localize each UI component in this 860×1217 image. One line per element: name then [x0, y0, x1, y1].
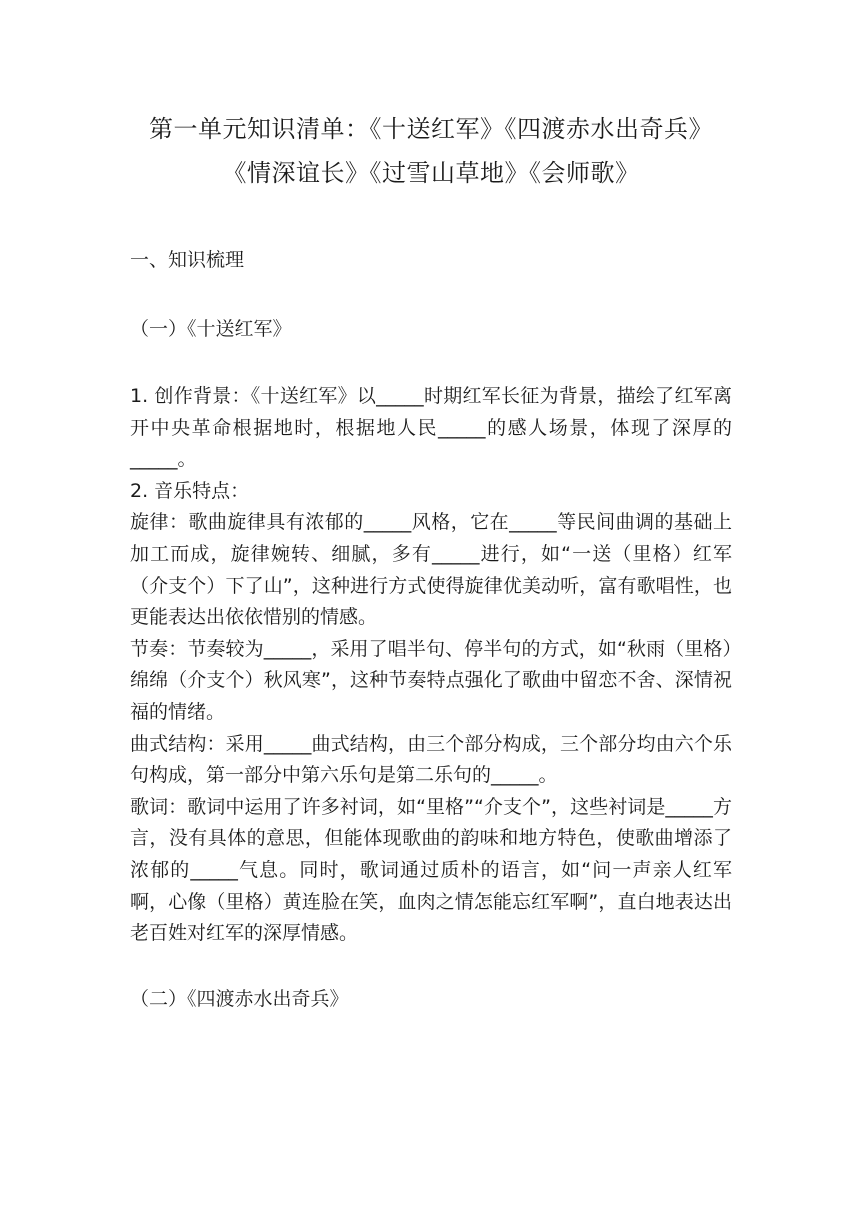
- document-title: [130, 0, 732, 195]
- section-heading-knowledge: 一、知识梳理: [130, 249, 245, 271]
- paragraph-lyrics: 歌词：歌词中运用了许多衬词，如“里格”“介支个”，这些衬词是_____方言，没有具体的意思，但能体现歌曲的韵味和地方特色，使歌曲增添了浓郁的_____气息。同时，歌词通过质朴的语言，如“问一声亲人红军啊，心像（里格）黄连脸在笑，血肉之情怎能忘红军啊”，直白地表达出老百姓对红军的深厚情感。: [130, 795, 732, 945]
- paragraph-melody: 旋律：歌曲旋律具有浓郁的_____风格，它在_____等民间曲调的基础上加工而成，旋律婉转、细腻，多有_____进行，如“一送（里格）红军（介支个）下了山”，这种进行方式使得旋律优美动听，富有歌唱性，也更能表达出依依惜别的情感。: [130, 511, 732, 629]
- subsection-heading-shi-song-hong-jun: （一）《十送红军》: [130, 318, 292, 340]
- paragraph-music-features: 2. 音乐特点：: [130, 479, 250, 502]
- subsection-heading-si-du-chi-shui: （二）《四渡赤水出奇兵》: [130, 987, 349, 1010]
- paragraph-background: 1. 创作背景：《十送红军》以_____时期红军长征为背景，描绘了红军离开中央革命根据地时，根据地人民_____的感人场景，体现了深厚的_____。: [130, 385, 732, 471]
- paragraph-rhythm: 节奏：节奏较为_____，采用了唱半句、停半句的方式，如“秋雨（里格）绵绵（介支个）秋风寒”，这种节奏特点强化了歌曲中留恋不舍、深情祝福的情绪。: [130, 637, 732, 723]
- title-line-1: 第一单元知识清单：《十送红军》《四渡赤水出奇兵》: [149, 115, 713, 143]
- paragraph-form-structure: 曲式结构：采用_____曲式结构，由三个部分构成，三个部分均由六个乐句构成，第一部分中第六乐句是第二乐句的_____。: [130, 732, 732, 787]
- title-line-2: 《情深谊长》《过雪山草地》《会师歌》: [222, 159, 640, 187]
